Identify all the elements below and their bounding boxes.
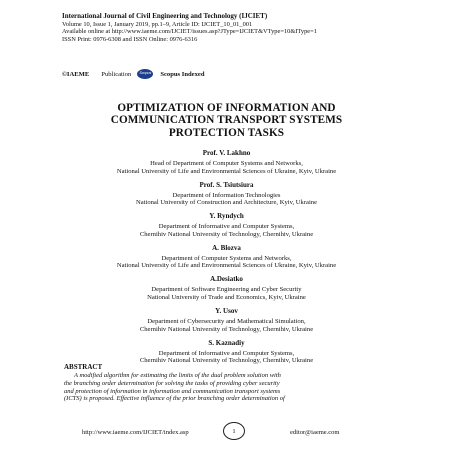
scopus-logo-icon xyxy=(137,69,153,79)
abstract-line: and protection of information in information and communication transport systems xyxy=(64,387,281,395)
author-affiliation: Department of Information Technologies xyxy=(172,191,281,199)
author-list xyxy=(36,149,417,370)
author-block xyxy=(36,181,417,207)
author-block xyxy=(36,275,417,301)
author-name: Prof. S. Tsiutsiura xyxy=(199,180,254,189)
author-affiliation: Chernihiv National University of Technology, Chernihiv, Ukraine xyxy=(139,230,314,238)
available-online-line[interactable]: Available online at http://www.iaeme.com/IJCIET/issues.asp?JType=IJCIET&VType=10&IType=1 xyxy=(62,28,317,36)
page-footer xyxy=(0,420,453,444)
author-name: Y. Ryndych xyxy=(209,212,244,221)
author-affiliation: Head of Department of Computer Systems and Networks, xyxy=(150,160,303,167)
author-affiliation: Department of Software Engineering and Cyber Security xyxy=(151,286,302,294)
paper-title-line-1: OPTIMIZATION OF INFORMATION AND xyxy=(117,102,336,114)
publisher-brand-row xyxy=(62,68,205,80)
author-name: A.Desiatko xyxy=(210,275,243,284)
journal-title: International Journal of Civil Engineering and Technology (IJCIET) xyxy=(62,12,268,20)
author-affiliation: National University of Life and Environmental Sciences of Ukraine, Kyiv, Ukraine xyxy=(116,167,337,175)
author-block xyxy=(36,212,417,238)
author-name: S. Kaznadiy xyxy=(208,338,245,347)
issn-line: ISSN Print: 0976-6308 and ISSN Online: 0976-6316 xyxy=(62,35,198,43)
abstract-heading: ABSTRACT xyxy=(64,363,103,371)
footer-url-link[interactable]: http://www.iaeme.com/IJCIET/index.asp xyxy=(82,429,189,436)
scopus-indexed-label: Scopus Indexed xyxy=(160,70,205,78)
abstract-text xyxy=(64,372,389,403)
journal-header xyxy=(62,13,402,43)
author-block xyxy=(36,149,417,175)
author-affiliation: Chernihiv National University of Technology, Chernihiv, Ukraine xyxy=(139,325,314,333)
abstract-line: A modified algorithm for estimating the limits of the dual problem solution with xyxy=(74,372,281,379)
paper-title xyxy=(40,102,413,139)
author-affiliation: National University of Construction and Architecture, Kyiv, Ukraine xyxy=(135,199,318,207)
author-affiliation: Department of Informative and Computer Systems, xyxy=(158,349,295,357)
scopus-logo-text: Scopus xyxy=(139,71,152,76)
publication-label: Publication xyxy=(101,70,132,78)
paper-title-line-2: COMMUNICATION TRANSPORT SYSTEMS xyxy=(110,114,343,127)
author-affiliation: Department of Computer Systems and Networks, xyxy=(161,254,292,262)
author-block xyxy=(36,307,417,333)
author-affiliation: Department of Informative and Computer Systems, xyxy=(158,223,295,231)
author-affiliation: Department of Cybersecurity and Mathematical Simulation, xyxy=(147,317,306,325)
paper-title-line-3: PROTECTION TASKS xyxy=(168,126,285,139)
author-affiliation: National University of Life and Environmental Sciences of Ukraine, Kyiv, Ukraine xyxy=(116,262,337,270)
author-block xyxy=(36,339,417,365)
footer-email-link[interactable]: editor@iaeme.com xyxy=(290,429,340,436)
volume-line: Volume 10, Issue 1, January 2019, pp.1–9, Article ID: IJCIET_10_01_001 xyxy=(62,20,253,28)
abstract-line: (ICTS) is proposed. Effective influence of the prior branching order determination of xyxy=(64,395,285,403)
author-name: Prof. V. Lakhno xyxy=(202,149,251,157)
author-affiliation: National University of Trade and Economics, Kyiv, Ukraine xyxy=(147,294,306,302)
author-name: Y. Usov xyxy=(215,306,238,315)
page-number xyxy=(223,422,245,440)
abstract-line: the branching order determination for solving the tasks of providing cyber security xyxy=(64,379,280,387)
author-block xyxy=(36,244,417,270)
page-number-text: 1 xyxy=(232,427,236,435)
author-affiliation: Chernihiv National University of Technology, Chernihiv, Ukraine xyxy=(139,357,314,365)
iaeme-logo-text: ©IAEME xyxy=(62,70,90,78)
author-name: A. Blozva xyxy=(212,243,241,252)
